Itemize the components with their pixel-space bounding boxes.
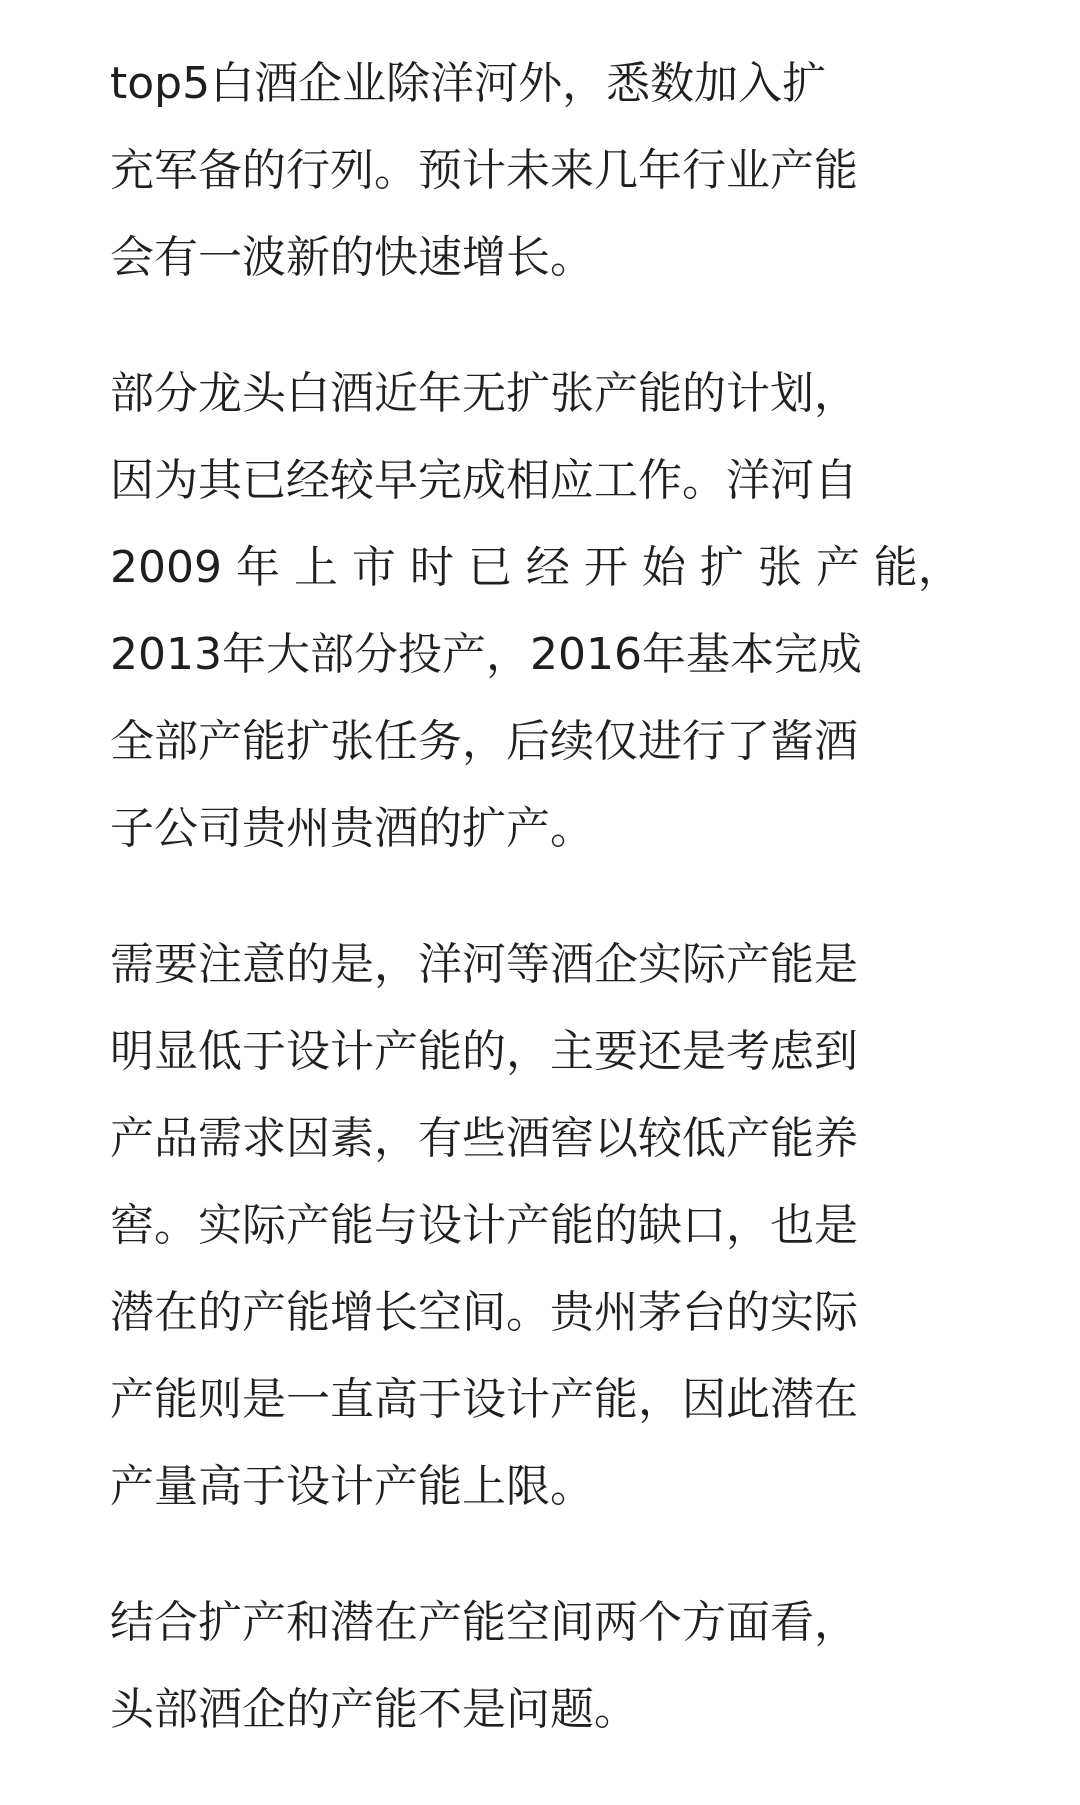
text-line: 明显低于设计产能的，主要还是考虑到 <box>110 1026 858 1077</box>
article-body <box>110 40 970 1802</box>
text-line: 全部产能扩张任务，后续仅进行了酱酒 <box>110 716 858 767</box>
text-line: 潜在的产能增长空间。贵州茅台的实际 <box>110 1287 858 1338</box>
text-line: 产品需求因素，有些酒窖以较低产能养 <box>110 1113 858 1164</box>
paragraph-4 <box>110 1579 970 1753</box>
text-line: 因为其已经较早完成相应工作。洋河自 <box>110 455 858 506</box>
text-line: top5白酒企业除洋河外，悉数加入扩 <box>110 58 827 109</box>
paragraph-1 <box>110 40 970 301</box>
text-line: 窖。实际产能与设计产能的缺口，也是 <box>110 1200 858 1251</box>
text-line: 充军备的行列。预计未来几年行业产能 <box>110 145 858 196</box>
text-line: 2009 年 上 市 时 已 经 开 始 扩 张 产 能， <box>110 542 962 593</box>
text-line: 子公司贵州贵酒的扩产。 <box>110 803 594 854</box>
text-line: 产量高于设计产能上限。 <box>110 1461 594 1512</box>
text-line: 需要注意的是，洋河等酒企实际产能是 <box>110 939 858 990</box>
paragraph-3 <box>110 921 970 1530</box>
text-line: 2013年大部分投产，2016年基本完成 <box>110 629 862 680</box>
text-line: 结合扩产和潜在产能空间两个方面看， <box>110 1597 858 1648</box>
paragraph-2 <box>110 350 970 872</box>
text-line: 产能则是一直高于设计产能，因此潜在 <box>110 1374 858 1425</box>
text-line: 头部酒企的产能不是问题。 <box>110 1684 638 1735</box>
text-line: 部分龙头白酒近年无扩张产能的计划， <box>110 368 858 419</box>
text-line: 会有一波新的快速增长。 <box>110 232 594 283</box>
